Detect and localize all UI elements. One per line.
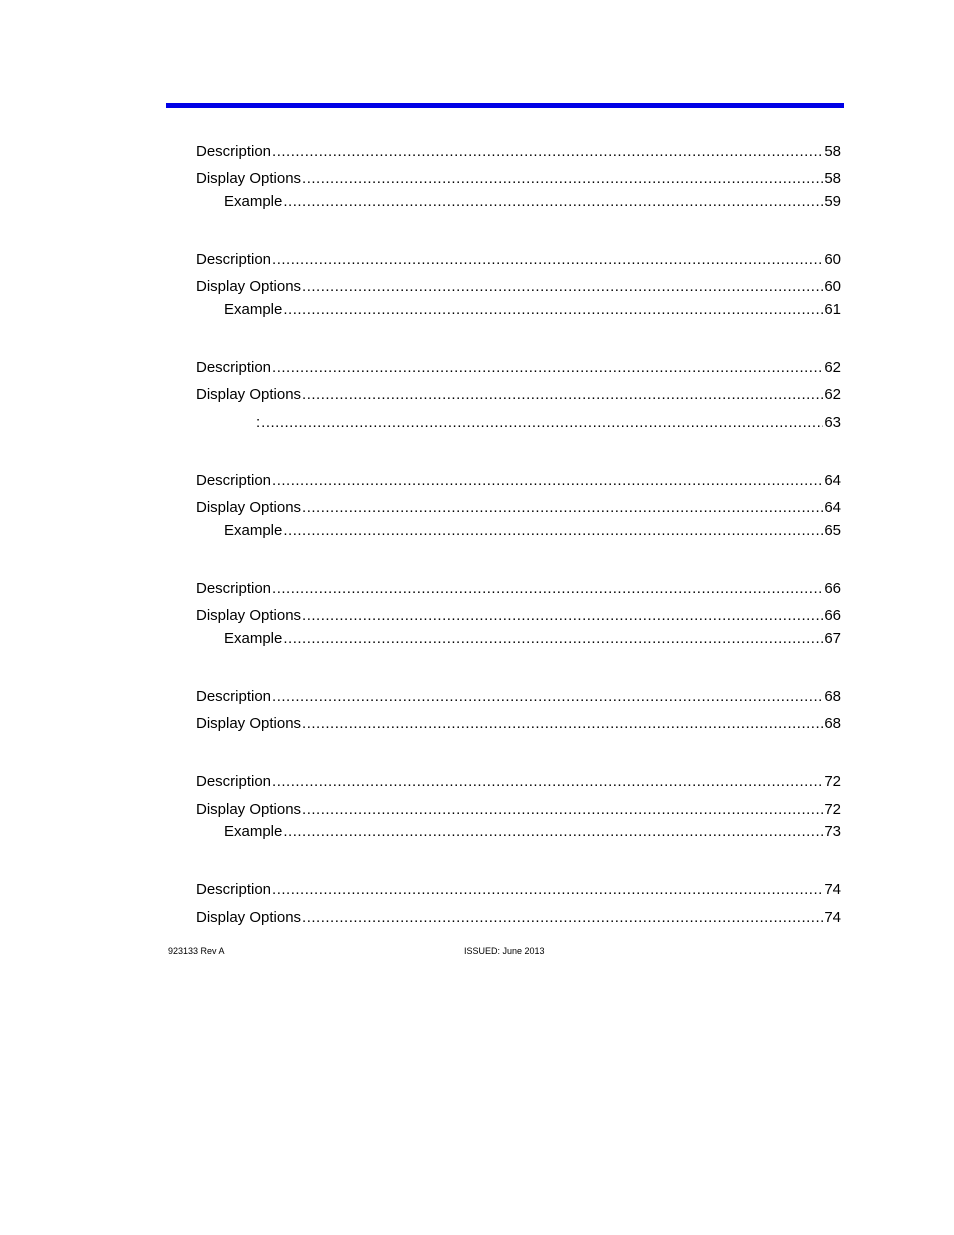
- toc-dot-leader: [272, 579, 823, 599]
- toc-page-number: 63: [824, 414, 841, 431]
- toc-dot-leader: [283, 822, 823, 842]
- toc-entry-label: Example: [224, 301, 283, 318]
- toc-entry-label: Display Options: [196, 607, 302, 624]
- toc-dot-leader: [283, 629, 823, 649]
- toc-dot-leader: [272, 471, 823, 491]
- toc-dot-leader: [272, 772, 823, 792]
- toc-entry[interactable]: [196, 687, 841, 707]
- toc-dot-leader: [302, 908, 823, 928]
- toc-dot-leader: [283, 300, 823, 320]
- toc-page-number: 74: [824, 909, 841, 926]
- toc-entry[interactable]: [224, 300, 841, 320]
- toc-entry-label: Example: [224, 630, 283, 647]
- toc-entry[interactable]: [196, 385, 841, 405]
- toc-entry-label: Description: [196, 472, 272, 489]
- toc-entry-label: Description: [196, 773, 272, 790]
- toc-entry-label: Description: [196, 688, 272, 705]
- toc-entry[interactable]: [256, 413, 841, 433]
- toc-entry[interactable]: [224, 192, 841, 212]
- toc-page-number: 72: [824, 801, 841, 818]
- toc-entry-label: Display Options: [196, 801, 302, 818]
- toc-dot-leader: [272, 687, 823, 707]
- toc-entry[interactable]: [196, 800, 841, 820]
- toc-dot-leader: [272, 250, 823, 270]
- footer-doc-number: 923133 Rev A: [168, 946, 225, 956]
- toc-page-number: 66: [824, 607, 841, 624]
- toc-entry[interactable]: [196, 498, 841, 518]
- toc-page-number: 61: [824, 301, 841, 318]
- toc-page-number: 73: [824, 823, 841, 840]
- toc-entry[interactable]: [196, 579, 841, 599]
- toc-entry-label: Display Options: [196, 909, 302, 926]
- toc-page-number: 64: [824, 472, 841, 489]
- header-rule: [166, 103, 844, 108]
- toc-page-number: 60: [824, 278, 841, 295]
- toc-entry[interactable]: [196, 880, 841, 900]
- toc-page-number: 68: [824, 688, 841, 705]
- toc-dot-leader: [283, 192, 823, 212]
- toc-entry[interactable]: [196, 358, 841, 378]
- toc-entry-label: Display Options: [196, 715, 302, 732]
- toc-dot-leader: [302, 800, 823, 820]
- toc-entry-label: Description: [196, 251, 272, 268]
- toc-entry[interactable]: [224, 521, 841, 541]
- toc-dot-leader: [272, 358, 823, 378]
- toc-entry[interactable]: [196, 142, 841, 162]
- toc-entry[interactable]: [196, 714, 841, 734]
- toc-entry[interactable]: [196, 277, 841, 297]
- toc-entry-label: Display Options: [196, 386, 302, 403]
- toc-dot-leader: [272, 142, 823, 162]
- toc-entry[interactable]: [196, 908, 841, 928]
- toc-entry[interactable]: [196, 606, 841, 626]
- toc-page-number: 67: [824, 630, 841, 647]
- toc-dot-leader: [302, 277, 823, 297]
- toc-entry-label: :: [256, 414, 261, 431]
- toc-dot-leader: [302, 169, 823, 189]
- toc-page-number: 66: [824, 580, 841, 597]
- toc-page-number: 59: [824, 193, 841, 210]
- toc-page-number: 62: [824, 386, 841, 403]
- toc-entry[interactable]: [196, 772, 841, 792]
- toc-entry[interactable]: [196, 250, 841, 270]
- toc-entry-label: Display Options: [196, 499, 302, 516]
- toc-dot-leader: [272, 880, 823, 900]
- toc-entry[interactable]: [196, 169, 841, 189]
- toc-entry-label: Description: [196, 580, 272, 597]
- toc-entry-label: Description: [196, 359, 272, 376]
- toc-entry-label: Example: [224, 823, 283, 840]
- toc-dot-leader: [283, 521, 823, 541]
- toc-entry-label: Display Options: [196, 278, 302, 295]
- toc-entry-label: Description: [196, 881, 272, 898]
- toc-entry-label: Example: [224, 522, 283, 539]
- toc-dot-leader: [302, 498, 823, 518]
- toc-page-number: 68: [824, 715, 841, 732]
- toc-page-number: 58: [824, 143, 841, 160]
- toc-entry[interactable]: [224, 822, 841, 842]
- toc-dot-leader: [302, 385, 823, 405]
- toc-entry[interactable]: [196, 471, 841, 491]
- toc-page-number: 58: [824, 170, 841, 187]
- toc-page-number: 65: [824, 522, 841, 539]
- toc-page-number: 60: [824, 251, 841, 268]
- toc-dot-leader: [261, 413, 823, 433]
- toc-entry-label: Description: [196, 143, 272, 160]
- footer-issued-date: ISSUED: June 2013: [464, 946, 545, 956]
- toc-page-number: 72: [824, 773, 841, 790]
- toc-page-number: 62: [824, 359, 841, 376]
- toc-page-number: 64: [824, 499, 841, 516]
- toc-entry-label: Example: [224, 193, 283, 210]
- toc-dot-leader: [302, 714, 823, 734]
- toc-entry[interactable]: [224, 629, 841, 649]
- toc-dot-leader: [302, 606, 823, 626]
- toc-page-number: 74: [824, 881, 841, 898]
- toc-entry-label: Display Options: [196, 170, 302, 187]
